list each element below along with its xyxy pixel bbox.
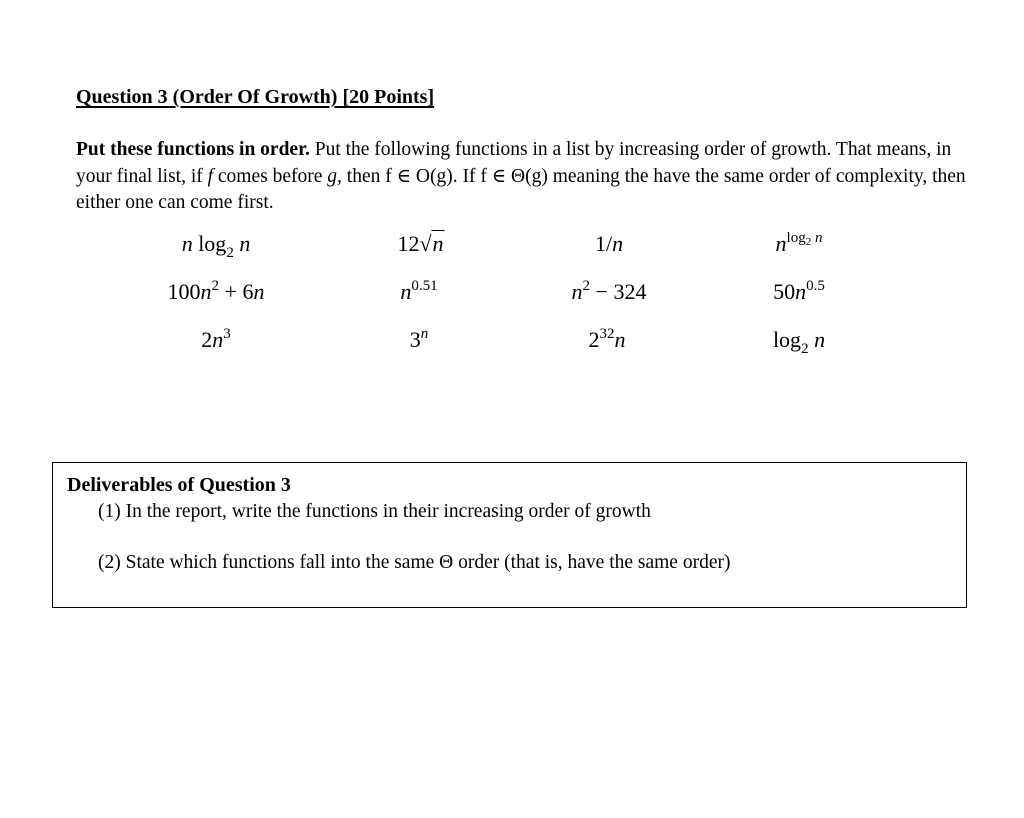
instruction-text-1: Put the following functions in a list by increasing order of growth. That means, in your final list, if — [76, 139, 952, 187]
instruction-text-2: comes before — [213, 165, 328, 187]
function-1-over-n: 1/n — [594, 231, 624, 256]
deliverables-title: Deliverables of Question 3 — [67, 474, 291, 496]
function-100n2-plus-6n: $100n^2 + 6n$ — [167, 278, 265, 304]
function-50n-pow-0.5: $50n^{0.5}$ — [773, 278, 825, 304]
function-n-pow-log2-n: $n^{log_2 n}$ — [775, 230, 823, 256]
instruction-var-f: f — [207, 165, 214, 187]
instruction-var-g: g — [327, 165, 338, 187]
function-12-sqrt-n: 12√n — [397, 231, 444, 256]
deliverable-item-2: (2) State which functions fall into the same Θ order (that is, have the same order) — [98, 552, 731, 573]
instruction-bold-lead: Put these functions in order. — [76, 139, 310, 160]
function-n-log2-n: n $\log_2 n$ — [181, 231, 251, 261]
instruction-text-3: , then f ∈ O(g). If f ∈ Θ(g) meaning the have the same order of complexity, then either one can come first. — [76, 165, 966, 213]
function-2n3: $2n^3$ — [201, 326, 231, 352]
function-2-pow-32-n: $2^{32}n$ — [588, 326, 626, 352]
question-heading: Question 3 (Order Of Growth) [20 Points] — [76, 86, 435, 108]
question-instructions — [76, 137, 968, 217]
function-log2-n: $\log_2 n$ — [772, 327, 826, 357]
deliverables-box — [52, 462, 967, 608]
function-3-pow-n: 3$^n$ — [409, 326, 429, 352]
function-n-pow-0.51: $n^{0.51}$ — [400, 278, 438, 304]
function-n2-minus-324: $n^2 - 324$ — [571, 278, 647, 304]
deliverable-item-1: (1) In the report, write the functions in their increasing order of growth — [98, 501, 651, 522]
